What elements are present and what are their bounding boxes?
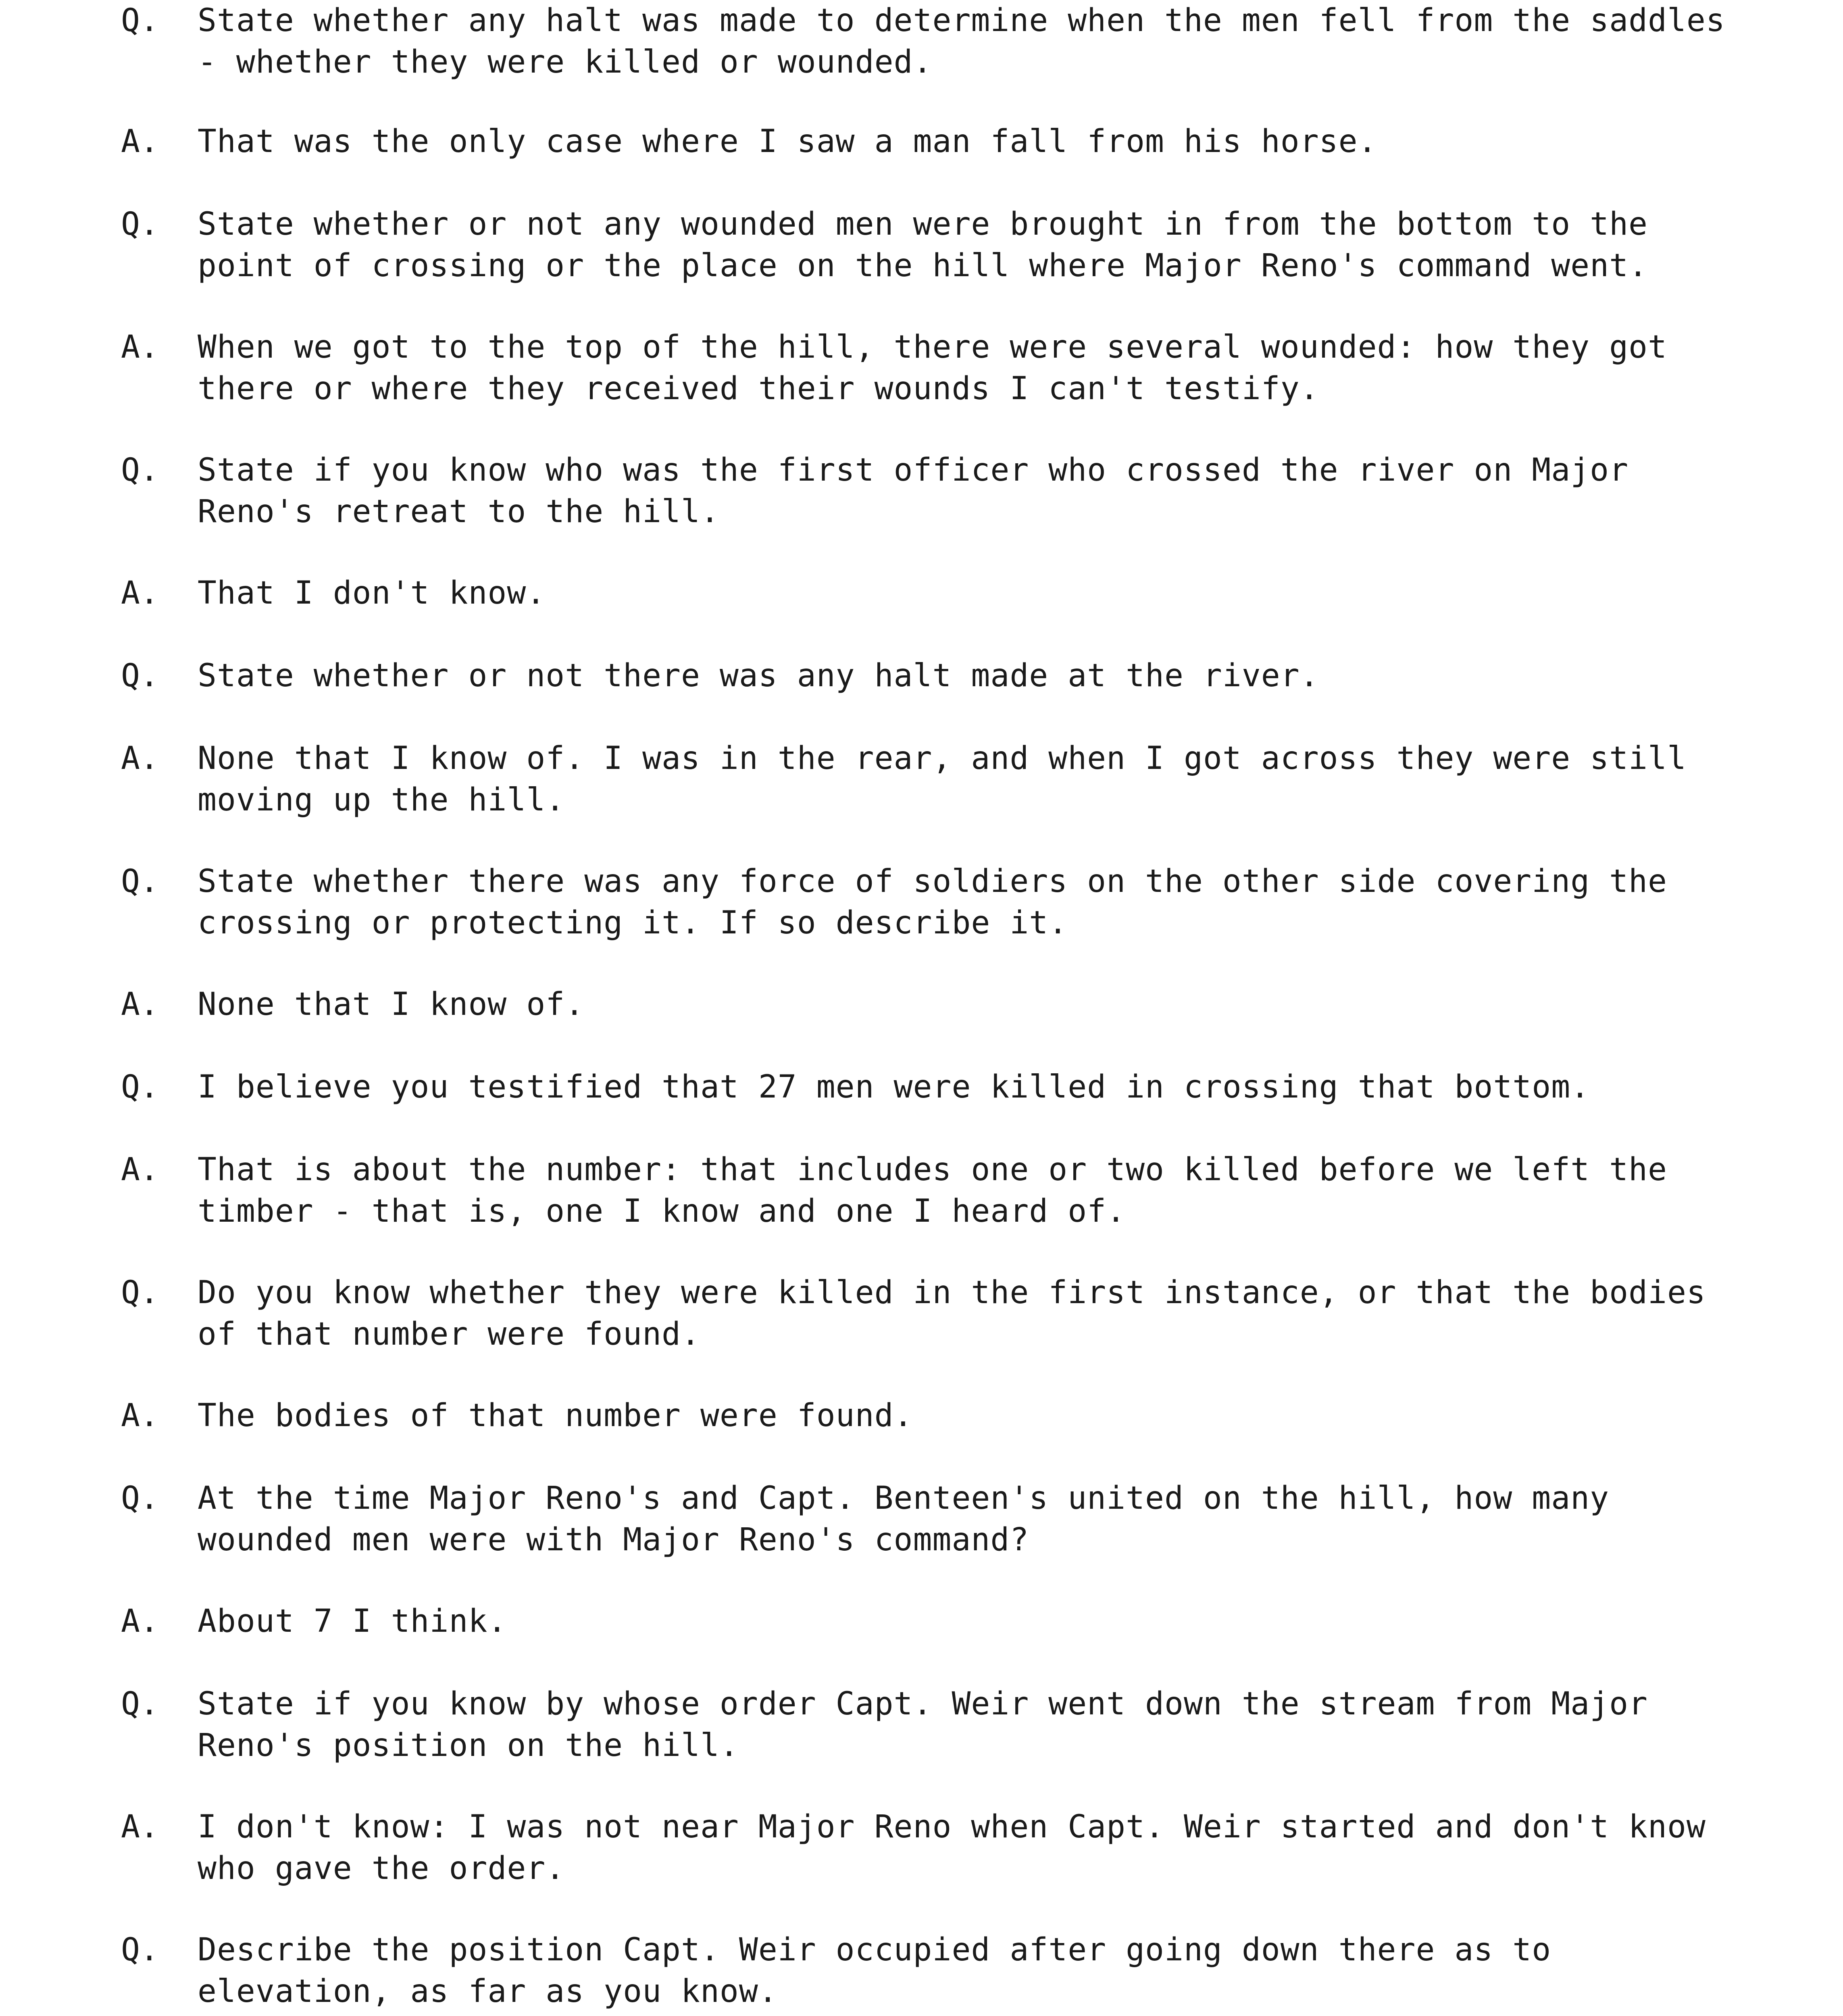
qa-label: A. [121,1809,159,1845]
qa-item [121,738,1734,821]
qa-text: That I don't know. [198,575,546,611]
qa-label: A. [121,1603,159,1639]
qa-text: None that I know of. [198,986,585,1023]
qa-label: Q. [121,863,159,900]
qa-item [121,984,584,1025]
qa-label: A. [121,1152,159,1188]
qa-text: I believe you testified that 27 men were killed in crossing that bottom. [198,1069,1590,1105]
qa-text: State whether any halt was made to determine when the men fell from the saddles - whether they were killed or wounded. [198,2,1725,80]
qa-label: Q. [121,452,159,488]
qa-text: I don't know: I was not near Major Reno when Capt. Weir started and don't know who gave the order. [198,1809,1706,1887]
qa-label: Q. [121,658,159,694]
qa-item [121,655,1319,697]
qa-label: A. [121,329,159,365]
qa-text: When we got to the top of the hill, there were several wounded: how they got there or where they received their wounds I can't testify. [198,329,1667,407]
qa-text: State whether there was any force of soldiers on the other side covering the crossing or protecting it. If so describe it. [198,863,1667,941]
qa-label: A. [121,986,159,1023]
qa-text: Describe the position Capt. Weir occupied after going down there as to elevation, as far as you know. [198,1932,1551,2010]
qa-text: State whether or not any wounded men were brought in from the bottom to the point of crossing or the place on the hill where Major Reno's command went. [198,206,1648,284]
qa-item [121,1149,1734,1232]
qa-item [121,1601,507,1642]
qa-text: State if you know by whose order Capt. Weir went down the stream from Major Reno's position on the hill. [198,1686,1648,1764]
qa-label: Q. [121,206,159,242]
qa-text: The bodies of that number were found. [198,1397,913,1434]
qa-item [121,1395,913,1437]
qa-text: At the time Major Reno's and Capt. Benteen's united on the hill, how many wounded men were with Major Reno's command? [198,1480,1610,1558]
qa-item [121,1683,1734,1766]
qa-text: None that I know of. I was in the rear, and when I got across they were still moving up the hill. [198,740,1687,818]
qa-label: A. [121,1397,159,1434]
qa-item [121,1478,1734,1561]
qa-label: A. [121,123,159,160]
qa-item [121,1066,1590,1108]
qa-item [121,450,1734,533]
qa-item [121,1272,1734,1355]
qa-label: Q. [121,1480,159,1516]
qa-item [121,1929,1734,2012]
qa-item [121,573,546,614]
qa-item [121,861,1734,944]
qa-label: Q. [121,1275,159,1311]
qa-text: That is about the number: that includes one or two killed before we left the timber - that is, one I know and one I heard of. [198,1152,1667,1229]
qa-label: Q. [121,2,159,39]
qa-item [121,327,1734,410]
qa-text: That was the only case where I saw a man fall from his horse. [198,123,1377,160]
qa-item [121,204,1734,287]
qa-item [121,0,1734,83]
qa-text: About 7 I think. [198,1603,507,1639]
qa-label: Q. [121,1069,159,1105]
qa-item [121,1806,1734,1889]
qa-label: A. [121,575,159,611]
qa-label: Q. [121,1932,159,1968]
qa-item [121,121,1377,162]
qa-text: State if you know who was the first officer who crossed the river on Major Reno's retreat to the hill. [198,452,1629,530]
qa-text: Do you know whether they were killed in the first instance, or that the bodies of that number were found. [198,1275,1706,1352]
qa-label: A. [121,740,159,777]
qa-text: State whether or not there was any halt made at the river. [198,658,1319,694]
qa-label: Q. [121,1686,159,1722]
